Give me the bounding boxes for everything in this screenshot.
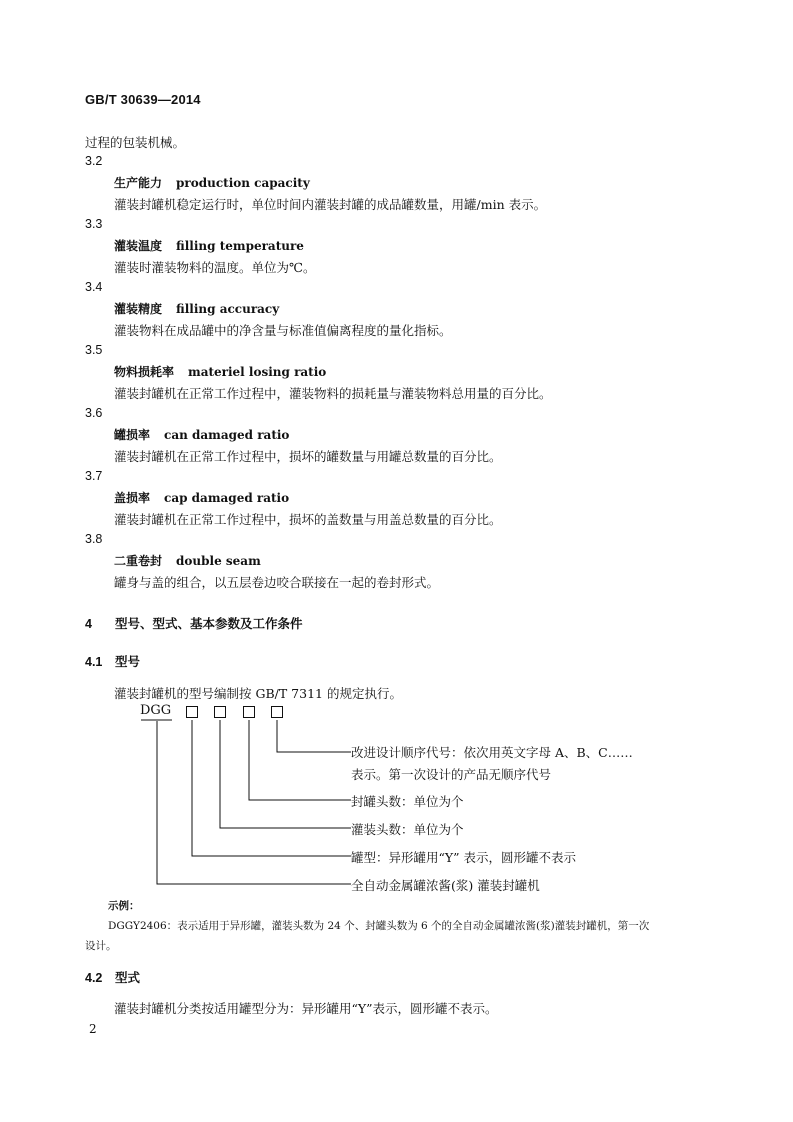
subsection-heading xyxy=(85,968,140,986)
model-code-box xyxy=(243,706,255,718)
term-cn: 二重卷封 xyxy=(114,554,163,568)
term-cn: 物料损耗率 xyxy=(114,365,175,379)
term-title xyxy=(114,174,310,191)
term-title xyxy=(114,363,326,380)
term-definition: 灌装封罐机稳定运行时，单位时间内灌装封罐的成品罐数量，用罐/min 表示。 xyxy=(114,197,547,212)
model-code-prefix: DGG xyxy=(140,703,172,718)
model-code-box xyxy=(214,706,226,718)
term-en: cap damaged ratio xyxy=(164,491,290,505)
term-title xyxy=(114,426,289,443)
page-number: 2 xyxy=(89,1022,97,1036)
term-number: 3.4 xyxy=(85,280,103,294)
term-title xyxy=(114,489,289,506)
term-en: filling accuracy xyxy=(176,302,280,316)
section-title: 型号 xyxy=(115,654,141,669)
term-number: 3.3 xyxy=(85,217,103,231)
term-en: filling temperature xyxy=(176,239,304,253)
term-number: 3.7 xyxy=(85,469,103,483)
term-cn: 盖损率 xyxy=(114,491,151,505)
term-definition: 灌装封罐机在正常工作过程中，损坏的罐数量与用罐总数量的百分比。 xyxy=(114,449,502,464)
term-title xyxy=(114,300,279,317)
term-definition: 灌装时灌装物料的温度。单位为℃。 xyxy=(114,260,316,275)
term-cn: 生产能力 xyxy=(114,176,163,190)
term-en: can damaged ratio xyxy=(164,428,290,442)
section-number: 4.1 xyxy=(85,655,103,669)
subsection-heading xyxy=(85,652,140,670)
section-number: 4.2 xyxy=(85,971,103,985)
diagram-label-filling-heads: 灌装头数：单位为个 xyxy=(351,822,464,837)
term-definition: 灌装封罐机在正常工作过程中，灌装物料的损耗量与灌装物料总用量的百分比。 xyxy=(114,386,552,401)
section-title: 型号、型式、基本参数及工作条件 xyxy=(115,616,303,631)
section-paragraph: 灌装封罐机分类按适用罐型分为：异形罐用“Y”表示，圆形罐不表示。 xyxy=(114,1001,498,1016)
model-code-box xyxy=(186,706,198,718)
term-cn: 灌装精度 xyxy=(114,302,163,316)
term-definition: 灌装物料在成品罐中的净含量与标准值偏离程度的量化指标。 xyxy=(114,323,452,338)
example-text: DGGY2406：表示适用于异形罐，灌装头数为 24 个、封罐头数为 6 个的全自动金属罐浓酱(浆)灌装封罐机，第一次 xyxy=(108,920,650,932)
term-cn: 罐损率 xyxy=(114,428,151,442)
term-definition: 灌装封罐机在正常工作过程中，损坏的盖数量与用盖总数量的百分比。 xyxy=(114,512,502,527)
diagram-label-sealing-heads: 封罐头数：单位为个 xyxy=(351,794,464,809)
diagram-label-design-sequence-cont: 表示。第一次设计的产品无顺序代号 xyxy=(351,767,552,782)
model-code-box xyxy=(271,706,283,718)
term-number: 3.6 xyxy=(85,406,103,420)
example-label: 示例： xyxy=(108,900,140,912)
term-number: 3.2 xyxy=(85,154,103,168)
term-title xyxy=(114,552,261,569)
section-paragraph: 灌装封罐机的型号编制按 GB/T 7311 的规定执行。 xyxy=(114,686,402,701)
section-number: 4 xyxy=(85,617,92,631)
diagram-label-machine: 全自动金属罐浓酱(浆) 灌装封罐机 xyxy=(351,878,540,893)
section-heading xyxy=(85,614,303,632)
term-en: production capacity xyxy=(176,176,310,190)
section-title: 型式 xyxy=(115,970,141,985)
example-text-cont: 设计。 xyxy=(85,940,117,952)
standard-code-header: GB/T 30639—2014 xyxy=(85,92,201,107)
diagram-label-design-sequence: 改进设计顺序代号：依次用英文字母 A、B、C…… xyxy=(351,745,633,760)
term-number: 3.5 xyxy=(85,343,103,357)
term-en: materiel losing ratio xyxy=(188,365,327,379)
term-cn: 灌装温度 xyxy=(114,239,163,253)
intro-line: 过程的包装机械。 xyxy=(85,135,186,150)
term-en: double seam xyxy=(176,554,261,568)
diagram-label-can-type: 罐型：异形罐用“Y” 表示，圆形罐不表示 xyxy=(351,850,577,865)
term-title xyxy=(114,237,304,254)
term-definition: 罐身与盖的组合，以五层卷边咬合联接在一起的卷封形式。 xyxy=(114,575,440,590)
term-number: 3.8 xyxy=(85,532,103,546)
